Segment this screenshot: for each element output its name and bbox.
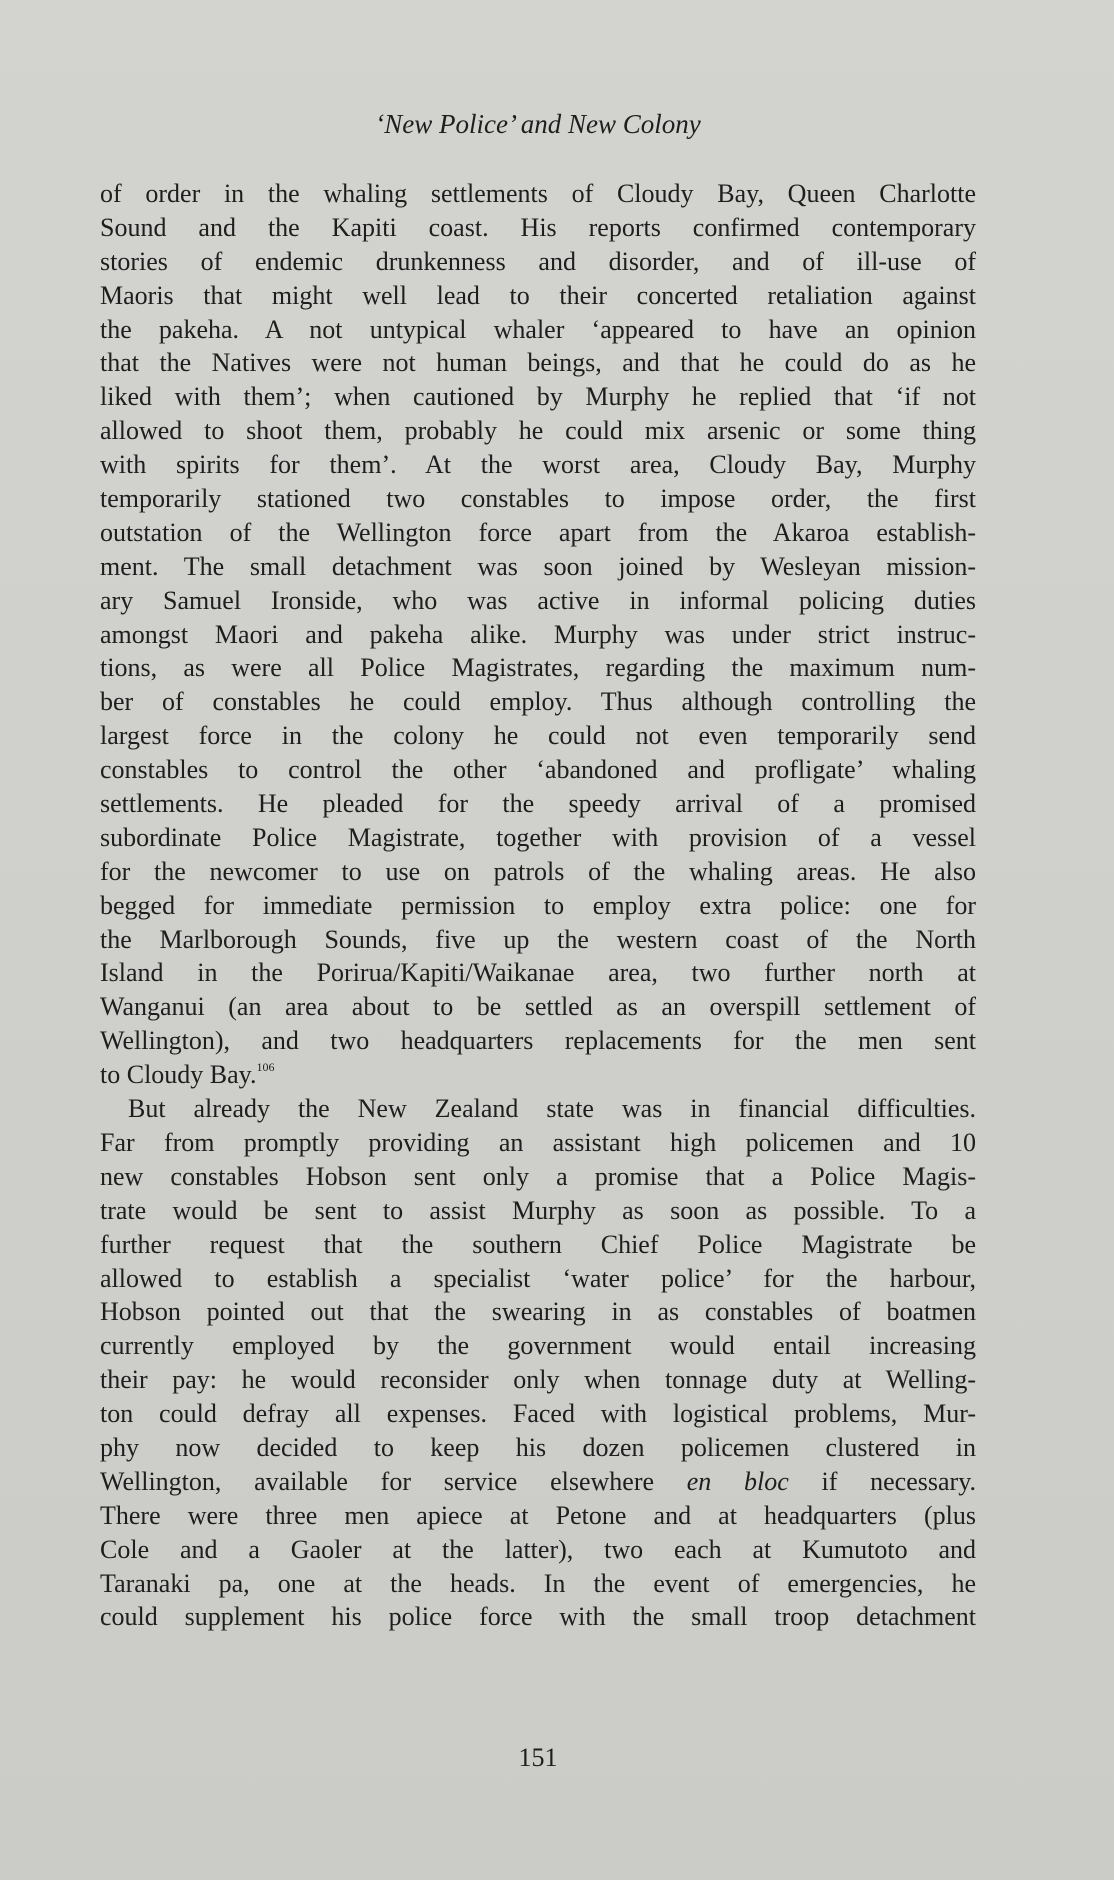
text-segment: if necessary. xyxy=(788,1466,976,1496)
text-line: settlements. He pleaded for the speedy arrival of a promised xyxy=(100,789,976,819)
text-line: currently employed by the government would entail increasing xyxy=(100,1331,976,1361)
text-line: Cole and a Gaoler at the latter), two each at Kumutoto and xyxy=(100,1534,976,1564)
text-line: phy now decided to keep his dozen policemen clustered in xyxy=(100,1432,976,1462)
text-line: temporarily stationed two constables to impose order, the first xyxy=(100,484,976,514)
text-line: the Marlborough Sounds, five up the western coast of the North xyxy=(100,924,976,954)
italic-phrase: en bloc xyxy=(686,1466,789,1496)
paragraph xyxy=(100,1092,976,1634)
text-line: allowed to establish a specialist ‘water police’ for the harbour, xyxy=(100,1263,976,1293)
text-line: that the Natives were not human beings, and that he could do as he xyxy=(100,348,976,378)
text-line: Island in the Porirua/Kapiti/Waikanae area, two further north at xyxy=(100,958,976,988)
text-line: new constables Hobson sent only a promise that a Police Magis- xyxy=(100,1161,976,1191)
text-line: tions, as were all Police Magistrates, regarding the maximum num- xyxy=(100,653,976,683)
text-line: with spirits for them’. At the worst area, Cloudy Bay, Murphy xyxy=(100,450,976,480)
text-line: the pakeha. A not untypical whaler ‘appeared to have an opinion xyxy=(100,314,976,344)
text-line: outstation of the Wellington force apart from the Akaroa establish- xyxy=(100,517,976,547)
text-line: Maoris that might well lead to their concerted retaliation against xyxy=(100,280,976,310)
text-line xyxy=(100,1465,976,1499)
text-line: constables to control the other ‘abandoned and profligate’ whaling xyxy=(100,755,976,785)
text-line: Wellington), and two headquarters replacements for the men sent xyxy=(100,1026,976,1056)
text-line: largest force in the colony he could not even temporarily send xyxy=(100,721,976,751)
body-text xyxy=(100,177,976,1634)
page-number: 151 xyxy=(518,1743,558,1772)
text-line: Sound and the Kapiti coast. His reports confirmed contemporary xyxy=(100,212,976,242)
text-line: allowed to shoot them, probably he could mix arsenic or some thing xyxy=(100,416,976,446)
text-line: But already the New Zealand state was in financial difficulties. xyxy=(128,1094,976,1124)
text-line: subordinate Police Magistrate, together with provision of a vessel xyxy=(100,822,976,852)
text-line: of order in the whaling settlements of Cloudy Bay, Queen Charlotte xyxy=(100,179,976,208)
text-line: their pay: he would reconsider only when tonnage duty at Welling- xyxy=(100,1365,976,1395)
text-line xyxy=(100,1058,976,1092)
text-line: ton could defray all expenses. Faced with logistical problems, Mur- xyxy=(100,1399,976,1429)
text-line: stories of endemic drunkenness and disorder, and of ill-use of xyxy=(100,246,976,276)
text-line: for the newcomer to use on patrols of the whaling areas. He also xyxy=(100,856,976,886)
text-line: amongst Maori and pakeha alike. Murphy was under strict instruc- xyxy=(100,619,976,649)
text-line: ment. The small detachment was soon joined by Wesleyan mission- xyxy=(100,551,976,581)
text-line: could supplement his police force with the small troop detachment xyxy=(100,1602,976,1632)
text-line: ber of constables he could employ. Thus although controlling the xyxy=(100,687,976,717)
text-line: Taranaki pa, one at the heads. In the event of emergencies, he xyxy=(100,1568,976,1598)
text-segment: Wellington, available for service elsewhere xyxy=(100,1466,687,1496)
text-line: Far from promptly providing an assistant high policemen and 10 xyxy=(100,1127,976,1157)
paragraph xyxy=(100,177,976,1092)
text-line: ary Samuel Ironside, who was active in informal policing duties xyxy=(100,585,976,615)
text-line: further request that the southern Chief Police Magistrate be xyxy=(100,1229,976,1259)
text-line: begged for immediate permission to employ extra police: one for xyxy=(100,890,976,920)
footnote-reference: 106 xyxy=(256,1060,275,1075)
text-segment: to Cloudy Bay. xyxy=(100,1060,257,1090)
running-head: ‘New Police’ and New Colony xyxy=(375,109,701,139)
text-line: Wanganui (an area about to be settled as an overspill settlement of xyxy=(100,992,976,1022)
text-line: trate would be sent to assist Murphy as soon as possible. To a xyxy=(100,1195,976,1225)
text-line: Hobson pointed out that the swearing in as constables of boatmen xyxy=(100,1297,976,1327)
text-line: liked with them’; when cautioned by Murphy he replied that ‘if not xyxy=(100,382,976,412)
text-line: There were three men apiece at Petone and at headquarters (plus xyxy=(100,1500,976,1530)
